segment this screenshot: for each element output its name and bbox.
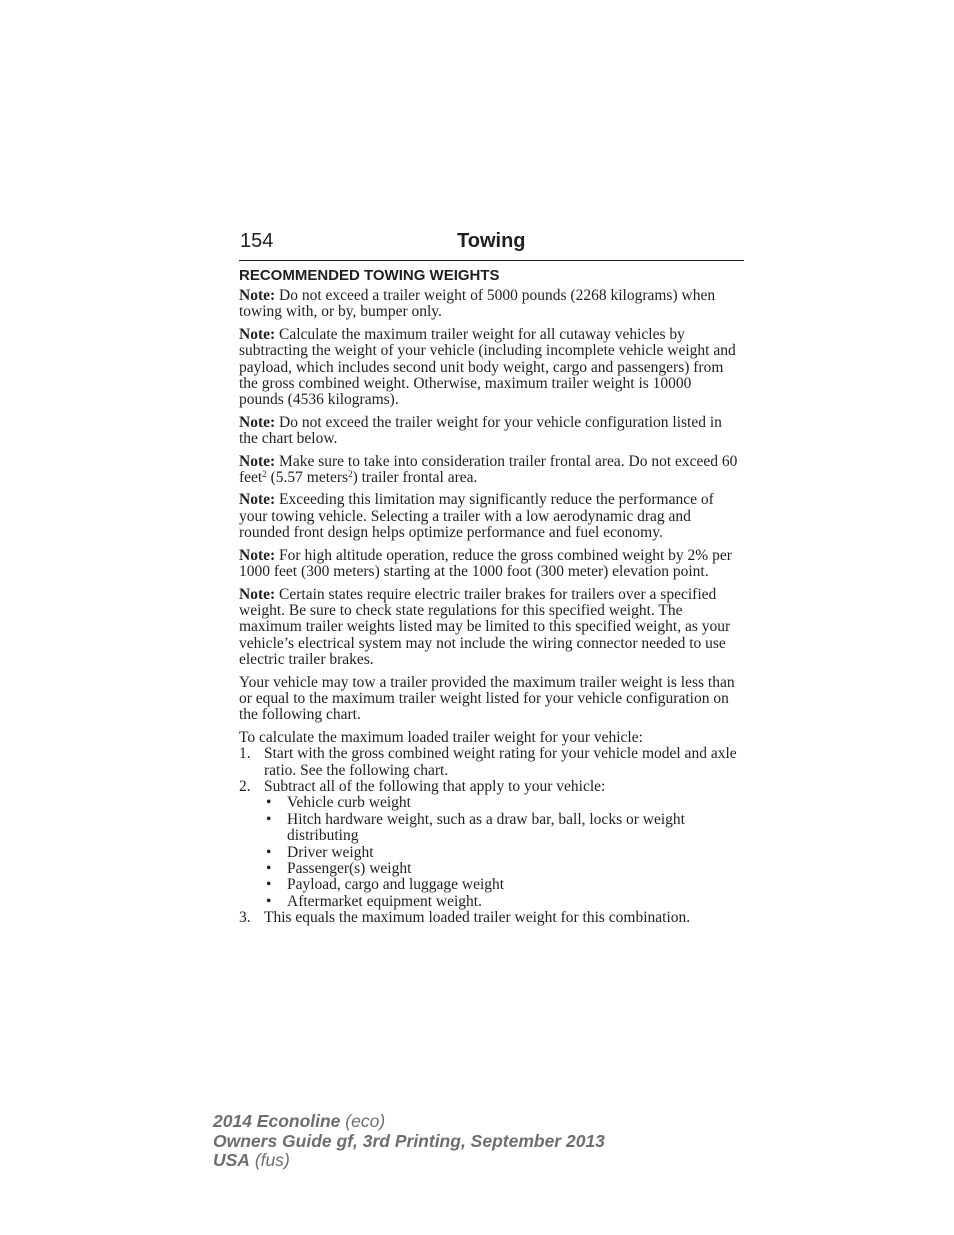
- note-text: Do not exceed the trailer weight for your vehicle configuration listed in the chart below.: [239, 413, 722, 448]
- bullet-icon: •: [266, 876, 272, 894]
- footer-model: 2014 Econoline: [213, 1111, 341, 1131]
- list-item-text: Aftermarket equipment weight.: [287, 892, 482, 910]
- note-text: Do not exceed a trailer weight of 5000 pounds (2268 kilograms) when towing with, or by, bumper only.: [239, 287, 716, 321]
- step-item: [239, 779, 739, 795]
- superscript: 2: [348, 469, 353, 480]
- list-item-text: Vehicle curb weight: [287, 794, 411, 812]
- step-text: Start with the gross combined weight rating for your vehicle model and axle ratio. See the following chart.: [264, 745, 737, 779]
- page-number: 154: [240, 230, 274, 252]
- list-item: [264, 861, 739, 877]
- list-item-text: Passenger(s) weight: [287, 860, 412, 877]
- footer-market-code: (fus): [249, 1150, 290, 1170]
- list-item: [264, 845, 739, 861]
- bullet-icon: •: [266, 892, 272, 910]
- list-item: [264, 894, 739, 910]
- frontal-area-note: [239, 454, 739, 487]
- step-number: 3.: [239, 909, 251, 927]
- list-item-text: Hitch hardware weight, such as a draw bar, ball, locks or weight distributing: [287, 810, 685, 845]
- page-footer: [213, 1112, 605, 1171]
- note-text: Make sure to take into consideration trailer frontal area. Do not exceed 60 feet: [239, 452, 738, 487]
- list-item: [264, 812, 739, 845]
- note-paragraph: [239, 548, 739, 581]
- page-content: [239, 266, 739, 927]
- note-label: Note:: [239, 287, 276, 304]
- list-item: [264, 795, 739, 811]
- step-item: [239, 910, 739, 926]
- calculation-intro: To calculate the maximum loaded trailer weight for your vehicle:: [239, 728, 643, 746]
- note-label: Note:: [239, 325, 276, 343]
- note-label: Note:: [239, 491, 276, 509]
- bullet-icon: •: [266, 810, 272, 828]
- list-item: [264, 877, 739, 893]
- footer-line: [213, 1132, 605, 1152]
- note-text: Calculate the maximum trailer weight for all cutaway vehicles by subtracting the weight of your vehicle (including incomplete vehicle weight and payload, which includes second unit body weight, cargo and passengers) from the gross combined weight. Otherwise, maximum trailer weight is 10000 pounds (4536 kilograms).: [239, 325, 736, 409]
- step-number: 2.: [239, 777, 251, 795]
- note-paragraph: [239, 587, 739, 669]
- note-text: (5.57 meters: [266, 469, 349, 487]
- bullet-icon: •: [266, 794, 272, 812]
- note-paragraph: [239, 415, 739, 448]
- footer-line: [213, 1151, 605, 1171]
- note-paragraph: [239, 288, 739, 321]
- list-item-text: Driver weight: [287, 843, 374, 861]
- note-label: Note:: [239, 452, 276, 470]
- list-item-text: Payload, cargo and luggage weight: [287, 876, 505, 894]
- note-text: ) trailer frontal area.: [352, 469, 478, 487]
- footer-market: USA: [213, 1150, 250, 1170]
- step-text: This equals the maximum loaded trailer weight for this combination.: [264, 909, 691, 927]
- note-label: Note:: [239, 413, 276, 431]
- bullet-icon: •: [266, 860, 272, 877]
- note-text: For high altitude operation, reduce the gross combined weight by 2% per 1000 feet (300 meters) starting at the 1000 foot (300 meter) elevation point.: [239, 546, 732, 581]
- note-text: Exceeding this limitation may significantly reduce the performance of your towing vehicle. Selecting a trailer with a low aerodynamic drag and rounded front design helps optimize performance and fuel economy.: [239, 491, 714, 542]
- body-paragraph: Your vehicle may tow a trailer provided the maximum trailer weight is less than or equal to the maximum trailer weight listed for your vehicle configuration on the following chart.: [239, 673, 735, 724]
- note-text: Certain states require electric trailer brakes for trailers over a specified weight. Be sure to check state regulations for this specified weight. The maximum trailer weights listed may be limited to this specified weight, as your vehicle’s electrical system may not include the wiring connector needed to use electric trailer brakes.: [239, 585, 731, 669]
- footer-model-code: (eco): [340, 1111, 386, 1131]
- note-label: Note:: [239, 585, 276, 603]
- footer-line: [213, 1112, 605, 1132]
- section-heading: RECOMMENDED TOWING WEIGHTS: [239, 267, 500, 284]
- page-header: [239, 229, 744, 261]
- note-paragraph: [239, 327, 739, 409]
- step-item: [239, 746, 739, 779]
- note-paragraph: [239, 492, 739, 541]
- bullet-icon: •: [266, 843, 272, 861]
- note-label: Note:: [239, 546, 276, 564]
- chapter-title: Towing: [457, 230, 526, 252]
- subtraction-list: [239, 795, 739, 910]
- step-number: 1.: [239, 745, 251, 763]
- footer-printing: Owners Guide gf, 3rd Printing, September 2013: [213, 1130, 605, 1151]
- step-text: Subtract all of the following that apply to your vehicle:: [264, 777, 606, 795]
- superscript: 2: [262, 469, 267, 480]
